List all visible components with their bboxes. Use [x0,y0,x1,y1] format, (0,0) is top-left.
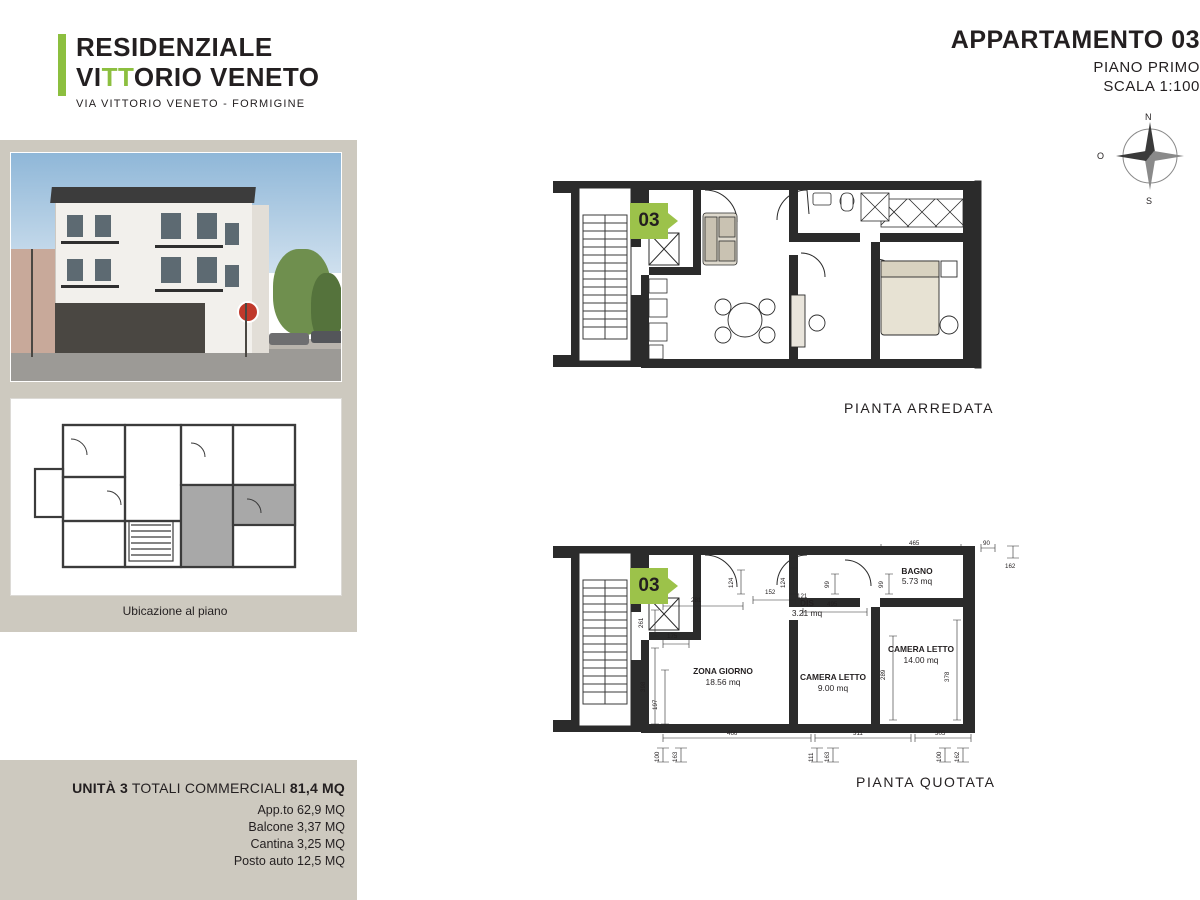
render-roof [50,187,256,203]
dim-311: 311 [853,730,863,737]
unit-total-area: 81,4 MQ [289,780,345,796]
render-window [225,223,239,245]
page-header [951,26,1200,95]
dim-162-b: 162 [954,751,961,762]
room-area-zona-giorno: 18.56 mq [705,677,741,687]
unit-title-rest: TOTALI COMMERCIALI [127,780,290,796]
unit-area-parking: Posto auto 12,5 MQ [233,854,345,868]
building-render-image [10,152,342,382]
dim-99-a: 99 [824,581,831,588]
render-ground-floor [55,303,205,353]
compass-rose-icon [1095,112,1191,208]
dim-100-a: 100 [654,751,661,762]
render-car [269,333,309,345]
locator-caption: Ubicazione al piano [122,604,228,618]
render-window [67,215,83,237]
dim-175: 175 [667,633,678,640]
unit-title [0,780,345,796]
brand-address: VIA VITTORIO VENETO - FORMIGINE [76,98,306,110]
render-road [11,349,341,381]
render-traffic-sign [237,301,259,323]
badge-arrow-icon-2 [668,578,678,594]
dim-398: 398 [640,681,647,692]
render-window [197,213,217,239]
room-area-bagno: 5.73 mq [901,576,933,586]
compass-west-label: O [1097,151,1105,161]
render-sign-pole [245,303,247,357]
dimensioned-plan-caption: PIANTA QUOTATA [856,774,996,790]
furnished-plan-svg [545,175,1005,385]
compass-north-label: N [1145,112,1152,122]
room-area-camera-letto-2: 14.00 mq [903,655,939,665]
dim-162: 162 [1005,563,1016,570]
dim-261: 261 [638,617,645,628]
brand-line-1: RESIDENZIALE [76,32,273,62]
room-name-camera-letto-2: CAMERA LETTO [887,644,955,654]
left-sidebar [0,0,357,900]
page-title: APPARTAMENTO 03 [950,26,1200,54]
dim-305: 305 [935,730,946,737]
dim-100-b: 100 [936,751,943,762]
dim-99-b: 99 [878,581,885,588]
compass-south-label: S [1146,196,1153,206]
render-window [67,259,83,281]
room-name-bagno: BAGNO [901,566,933,576]
render-balcony [61,285,119,288]
dim-90: 90 [983,540,990,547]
dim-466: 466 [727,730,738,737]
dimensioned-plan [545,540,1045,770]
unit-area-cellar: Cantina 3,25 MQ [250,837,345,851]
render-window [95,215,111,237]
room-name-zona-giorno: ZONA GIORNO [693,666,753,676]
dim-281: 281 [691,597,702,604]
floor-locator-plan [10,398,342,596]
dim-121: 121 [797,593,808,600]
apartment-badge-dimensioned: 03 [630,568,668,604]
brand-line-2 [76,62,319,92]
logo-green-bar [58,34,66,96]
room-name-camera-letto-1: CAMERA LETTO [799,672,867,682]
floor-label: PIANO PRIMO [1093,59,1200,76]
dim-197: 197 [652,699,659,710]
dim-163-a: 163 [672,751,679,762]
scale-label: SCALA 1:100 [1103,78,1200,95]
render-window [95,259,111,281]
logo-block [0,0,357,140]
render-window [225,265,239,287]
render-adjacent-building [11,249,57,353]
render-car [311,331,342,343]
dim-495: 495 [827,601,838,608]
render-balcony [155,245,223,248]
room-area-dis: 3.21 mq [791,608,823,618]
dim-465: 465 [909,540,920,547]
unit-area-apartment: App.to 62,9 MQ [257,803,345,817]
render-lamp-post [31,249,33,357]
dim-124-a: 124 [728,577,735,588]
render-balcony [61,241,119,244]
dim-111: 111 [808,752,815,762]
furnished-plan-caption: PIANTA ARREDATA [844,400,995,416]
render-window [161,213,181,239]
unit-summary [0,780,345,870]
furnished-plan [545,175,1005,385]
brand-line-2-pre: VI [76,62,102,92]
apartment-badge-furnished: 03 [630,203,668,239]
dim-163-b: 163 [824,751,831,762]
room-name-dis: DIS [800,598,814,608]
brand-line-2-post: ORIO VENETO [133,62,320,92]
room-area-camera-letto-1: 9.00 mq [817,683,849,693]
brand-line-2-accent: TT [101,62,134,92]
unit-number: UNITÀ 3 [72,780,128,796]
dim-152: 152 [765,589,776,596]
unit-area-balcony: Balcone 3,37 MQ [248,820,345,834]
badge-arrow-icon [668,213,678,229]
dim-124-b: 124 [780,577,787,588]
locator-svg [11,399,341,595]
render-balcony [155,289,223,292]
render-window [161,257,181,283]
dim-289: 289 [880,669,887,680]
dimensioned-plan-svg [545,540,1045,770]
render-window [197,257,217,283]
dim-378: 378 [944,671,951,682]
